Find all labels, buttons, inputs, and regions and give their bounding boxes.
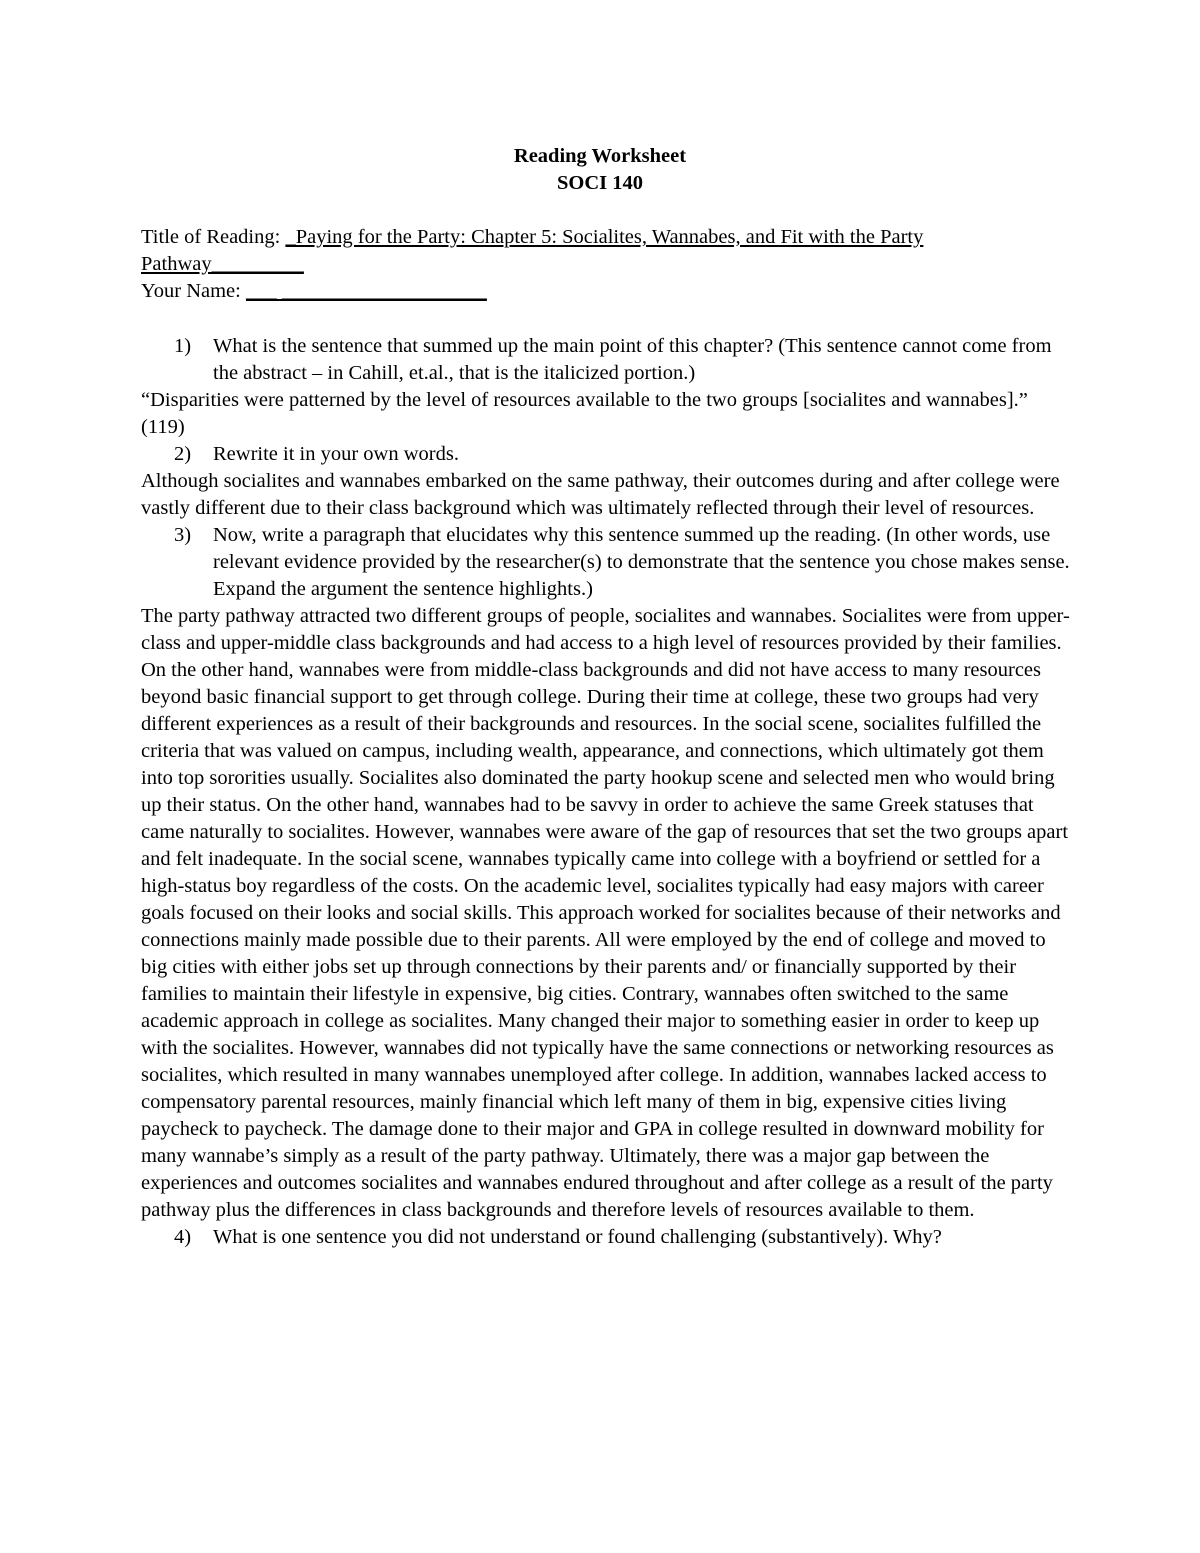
reading-title-value-continued: Pathway_________ — [141, 253, 304, 275]
worksheet-title: Reading Worksheet — [513, 145, 687, 167]
student-name-label: Your Name: — [141, 280, 246, 302]
answer-2: Although socialites and wannabes embarked on the same pathway, their outcomes during and after college were vastly different due to their class background which was ultimately reflected through their level of resources. — [141, 470, 1060, 519]
student-name-row — [141, 278, 1071, 305]
question-number: 1) — [174, 335, 192, 357]
worksheet-fields — [141, 224, 1071, 305]
question-3 — [141, 522, 1071, 603]
question-text: Now, write a paragraph that elucidates why this sentence summed up the reading. (In other words, use relevant evidence provided by the researcher(s) to demonstrate that the sentence you chose makes sense. Expand the argument the sentence highlights.) — [213, 524, 1070, 600]
reading-title-label: Title of Reading: — [141, 226, 286, 248]
question-2 — [141, 441, 1071, 468]
reading-title-value: _Paying for the Party: Chapter 5: Socialites, Wannabes, and Fit with the Party — [285, 226, 924, 248]
question-number: 4) — [174, 1226, 192, 1248]
question-text: What is the sentence that summed up the main point of this chapter? (This sentence cannot come from the abstract – in Cahill, et.al., that is the italicized portion.) — [213, 335, 1052, 384]
reading-title-row — [141, 224, 1071, 251]
answer-3: The party pathway attracted two different groups of people, socialites and wannabes. Socialites were from upper-class and upper-middle class backgrounds and had access to a high level of resources provided by their families. On the other hand, wannabes were from middle-class backgrounds and did not have access to many resources beyond basic financial support to get through college. During their time at college, these two groups had very different experiences as a result of their backgrounds and resources. In the social scene, socialites fulfilled the criteria that was valued on campus, including wealth, appearance, and connections, which ultimately got them into top sororities usually. Socialites also dominated the party hookup scene and selected men who would bring up their status. On the other hand, wannabes had to be savvy in order to achieve the same Greek statuses that came naturally to socialites. However, wannabes were aware of the gap of resources that set the two groups apart and felt inadequate. In the social scene, wannabes typically came into college with a boyfriend or settled for a high-status boy regardless of the costs. On the academic level, socialites typically had easy majors with career goals focused on their looks and social skills. This approach worked for socialites because of their networks and connections mainly made possible due to their parents. All were employed by the end of college and moved to big cities with either jobs set up through connections by their parents and/ or financially supported by their families to maintain their lifestyle in expensive, big cities. Contrary, wannabes often switched to the same academic approach in college as socialites. Many changed their major to something easier in order to keep up with the socialites. However, wannabes did not typically have the same connections or networking resources as socialites, which resulted in many wannabes unemployed after college. In addition, wannabes lacked access to compensatory parental resources, mainly financial which left many of them in big, expensive cities living paycheck to paycheck. The damage done to their major and GPA in college resulted in downward mobility for many wannabe’s simply as a result of the party pathway. Ultimately, there was a major gap between the experiences and outcomes socialites and wannabes endured throughout and after college as a result of the party pathway plus the differences in class backgrounds and therefore levels of resources available to them. — [141, 605, 1070, 1221]
worksheet-header — [0, 143, 1200, 197]
student-name-value: ___ ____________________ — [245, 280, 487, 302]
course-code: SOCI 140 — [556, 172, 643, 194]
reading-title-row-continued — [141, 251, 1071, 278]
question-text: What is one sentence you did not understand or found challenging (substantively). Why? — [213, 1226, 942, 1248]
question-1 — [141, 333, 1071, 387]
question-text: Rewrite it in your own words. — [213, 443, 459, 465]
question-number: 2) — [174, 443, 192, 465]
answer-1: “Disparities were patterned by the level of resources available to the two groups [socialites and wannabes].” (119) — [141, 389, 1028, 438]
question-4 — [141, 1224, 1071, 1251]
question-number: 3) — [174, 524, 192, 546]
worksheet-questions — [141, 333, 1071, 1251]
